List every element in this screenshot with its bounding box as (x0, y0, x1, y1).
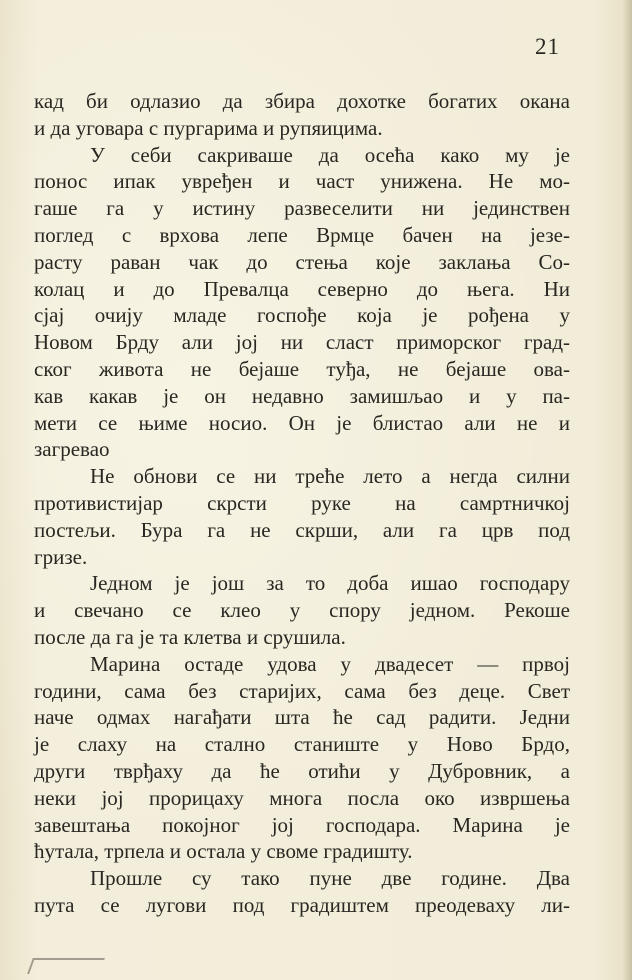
text-line: расту раван чак до стења које заклања Со- (34, 249, 570, 274)
text-line: Прошле су тако пуне две године. Два (90, 866, 570, 891)
text-line: кад би одлазио да збира дохотке богатих окана (34, 89, 570, 113)
text-line: после да га је та клетва и срушила. (34, 624, 346, 649)
text-line: неки јој прорицаху многа посла око извршења (34, 785, 570, 810)
text-line: поглед с врхова лепе Врмце бачен на језе- (34, 222, 570, 247)
corner-mark (27, 958, 105, 974)
text-line: У себи сакриваше да осећа како му је (90, 142, 570, 167)
text-line: кав какав је он недавно замишљао и у па- (34, 383, 570, 408)
text-line: Не обнови се ни треће лето а негда силни (90, 464, 570, 489)
text-line: сјај очију младе госпође која је рођена у (34, 303, 570, 328)
text-line: гаше га у истину развеселити ни јединствен (34, 196, 570, 221)
text-line: и да уговара с пургарима и рупяицима. (34, 115, 383, 140)
text-line: мети се њиме носио. Он је блистао али не и (34, 410, 570, 435)
text-line: завештања покојног јој господара. Марина је (34, 812, 570, 837)
text-line: гризе. (34, 544, 88, 569)
text-line: пута се лугови под градиштем преодеваху ли- (34, 892, 570, 917)
text-line: и свечано се клео у спору једном. Рекоше (34, 598, 570, 623)
text-line: загревао (34, 437, 110, 462)
text-line: наче одмах нагађати шта ће сад радити. Једни (34, 705, 570, 730)
text-line: ског живота не бејаше туђа, не бејаше ова- (34, 356, 570, 381)
text-line: ћутала, трпела и остала у своме градишту. (34, 839, 413, 864)
text-line: је слаху на стално станиште у Ново Брдо, (34, 732, 570, 757)
page-edge-shadow (622, 0, 632, 980)
text-line: други тврђаху да ће отићи у Дубровник, а (34, 758, 570, 783)
text-line: Једном је још за то доба ишао господару (90, 571, 570, 596)
page-number: 21 (535, 34, 560, 59)
text-line: години, сама без старијих, сама без деце. Свет (34, 678, 570, 703)
text-line: постељи. Бура га не скрши, али га црв под (34, 517, 570, 542)
page-text-block (34, 88, 570, 919)
text-line: понос ипак увређен и част унижена. Не мо- (34, 169, 570, 194)
text-line: колац и до Превалца северно до њега. Ни (34, 276, 570, 301)
text-line: противистијар скрсти руке на самртничкој (34, 490, 570, 515)
text-line: Марина остаде удова у двадесет — првој (90, 651, 570, 676)
text-line: Новом Брду али јој ни сласт приморског град- (34, 330, 570, 355)
